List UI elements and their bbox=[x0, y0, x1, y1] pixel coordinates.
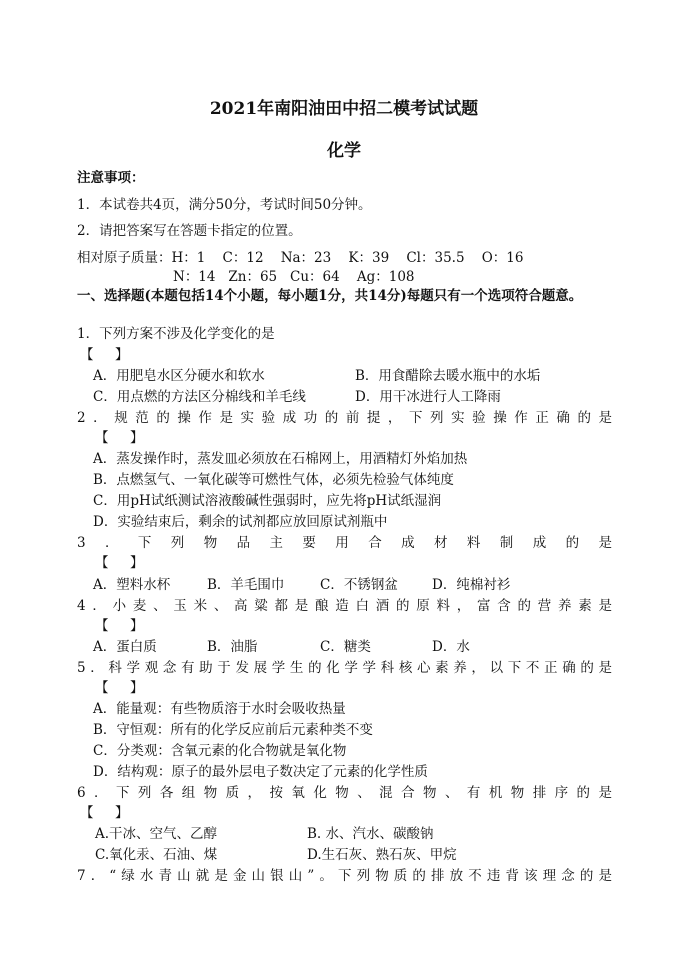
question-1-option-b: B．用食醋除去暖水瓶中的水垢 bbox=[355, 368, 541, 384]
question-2-option-a: A．蒸发操作时，蒸发皿必须放在石棉网上，用酒精灯外焰加热 bbox=[93, 451, 468, 467]
question-2-option-b: B．点燃氢气、一氧化碳等可燃性气体，必须先检验气体纯度 bbox=[93, 472, 454, 488]
question-5-stem: 5．科学观念有助于发展学生的化学学科核心素养，以下不正确的是 bbox=[77, 660, 612, 676]
atomic-mass-line-2: N：14 Zn：65 Cu：64 Ag：108 bbox=[173, 269, 415, 285]
question-5-option-b: B．守恒观：所有的化学反应前后元素种类不变 bbox=[93, 722, 373, 738]
question-3-stem: 3．下列物品主要用合成材料制成的是 bbox=[77, 535, 612, 551]
question-6-option-a: A.干冰、空气、乙醇 bbox=[95, 826, 218, 842]
question-3-option-d: D．纯棉衬衫 bbox=[432, 577, 511, 593]
question-1-option-d: D．用干冰进行人工降雨 bbox=[355, 389, 501, 405]
question-4-option-b: B．油脂 bbox=[207, 639, 258, 655]
question-1-stem: 1．下列方案不涉及化学变化的是 bbox=[77, 326, 275, 342]
question-1-bracket: 【 】 bbox=[80, 347, 129, 363]
question-4-option-d: D．水 bbox=[432, 639, 470, 655]
question-6-option-c: C.氧化汞、石油、煤 bbox=[95, 847, 218, 863]
notes-heading: 注意事项： bbox=[77, 170, 145, 186]
question-3-bracket: 【 】 bbox=[95, 555, 144, 571]
question-5-option-c: C．分类观：含氧元素的化合物就是氧化物 bbox=[93, 743, 347, 759]
question-3-option-a: A．塑料水杯 bbox=[93, 577, 171, 593]
note-item-2: 2．请把答案写在答题卡指定的位置。 bbox=[77, 223, 302, 239]
question-4-stem: 4．小麦、玉米、高粱都是酿造白酒的原料，富含的营养素是 bbox=[77, 598, 612, 614]
question-4-option-a: A．蛋白质 bbox=[93, 639, 157, 655]
question-2-bracket: 【 】 bbox=[95, 430, 144, 446]
question-7-stem: 7．“绿水青山就是金山银山”。下列物质的排放不违背该理念的是 bbox=[77, 868, 612, 884]
question-2-stem: 2．规范的操作是实验成功的前提，下列实验操作正确的是 bbox=[77, 410, 612, 426]
note-item-1: 1．本试卷共4页，满分50分，考试时间50分钟。 bbox=[77, 197, 372, 213]
question-5-option-d: D．结构观：原子的最外层电子数决定了元素的化学性质 bbox=[93, 764, 428, 780]
question-6-bracket: 【 】 bbox=[80, 805, 129, 821]
question-6-stem: 6．下列各组物质，按氧化物、混合物、有机物排序的是 bbox=[77, 785, 612, 801]
section-heading: 一、选择题(本题包括14个小题，每小题1分，共14分)每题只有一个选项符合题意。 bbox=[77, 288, 583, 304]
atomic-mass-line-1: 相对原子质量：H：1 C：12 Na：23 K：39 Cl：35.5 O：16 bbox=[77, 250, 524, 266]
question-1-option-c: C．用点燃的方法区分棉线和羊毛线 bbox=[93, 389, 306, 405]
exam-title: 2021年南阳油田中招二模考试试题 bbox=[209, 99, 479, 119]
question-2-option-c: C．用pH试纸测试溶液酸碱性强弱时，应先将pH试纸湿润 bbox=[93, 493, 442, 509]
question-5-option-a: A．能量观：有些物质溶于水时会吸收热量 bbox=[93, 701, 346, 717]
question-5-bracket: 【 】 bbox=[95, 680, 144, 696]
question-6-option-b: B. 水、汽水、碳酸钠 bbox=[307, 826, 434, 842]
question-3-option-b: B．羊毛围巾 bbox=[207, 577, 285, 593]
subject-title: 化学 bbox=[327, 141, 361, 161]
question-3-option-c: C．不锈钢盆 bbox=[320, 577, 398, 593]
question-2-option-d: D．实验结束后，剩余的试剂都应放回原试剂瓶中 bbox=[93, 514, 388, 530]
question-4-bracket: 【 】 bbox=[95, 618, 144, 634]
question-1-option-a: A．用肥皂水区分硬水和软水 bbox=[93, 368, 265, 384]
question-6-option-d: D.生石灰、熟石灰、甲烷 bbox=[307, 847, 457, 863]
question-4-option-c: C．糖类 bbox=[320, 639, 371, 655]
